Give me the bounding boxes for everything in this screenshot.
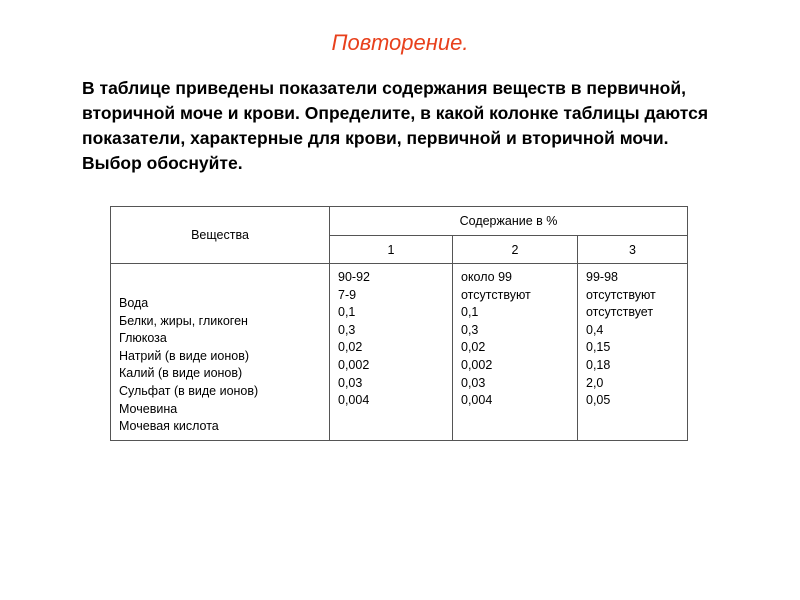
header-content	[330, 207, 688, 236]
values-col-3	[578, 264, 688, 441]
value-cell: 0,02	[338, 340, 363, 355]
table-body-row	[111, 264, 688, 441]
value-cell: 0,002	[461, 357, 493, 372]
header-substances-label: Вещества	[191, 228, 249, 242]
substance-item: Белки, жиры, гликоген	[119, 313, 248, 328]
value-cell: 0,03	[461, 375, 486, 390]
value-cell: 0,15	[586, 340, 611, 355]
value-cell: 0,02	[461, 340, 486, 355]
substance-item: Мочевая кислота	[119, 419, 219, 434]
subheader-col-2: 2	[453, 236, 578, 264]
substances-cell	[111, 264, 330, 441]
value-cell: 0,3	[338, 322, 356, 337]
value-cell: 0,3	[461, 322, 479, 337]
value-cell: 90-92	[338, 270, 370, 284]
substance-item: Натрий (в виде ионов)	[119, 348, 250, 363]
substance-item: Калий (в виде ионов)	[119, 366, 243, 381]
value-cell: 7-9	[338, 287, 357, 302]
value-cell: отсутствует	[586, 305, 654, 320]
substance-table	[110, 206, 688, 441]
values-col-1	[330, 264, 453, 441]
value-cell: 0,4	[586, 322, 604, 337]
substance-item: Мочевина	[119, 401, 178, 416]
subheader-col-3: 3	[578, 236, 688, 264]
subheader-col-1: 1	[330, 236, 453, 264]
task-text: В таблице приведены показатели содержания веществ в первичной, вторичной моче и крови. Определите, в какой колонке таблицы даются показатели, характерные для крови, первичной и вторичной мочи. Выбор обоснуйте.	[82, 78, 709, 173]
value-cell: 0,004	[338, 393, 370, 408]
substance-item: Глюкоза	[119, 331, 167, 346]
value-cell: 99-98	[586, 270, 618, 284]
value-cell: 0,18	[586, 357, 611, 372]
values-col-2	[453, 264, 578, 441]
value-cell: отсутствуют	[586, 287, 656, 302]
value-cell: 0,004	[461, 393, 493, 408]
value-cell: отсутствуют	[461, 287, 531, 302]
value-cell: 2,0	[586, 375, 604, 390]
value-cell: 0,03	[338, 375, 363, 390]
table-header-row	[111, 207, 688, 236]
value-cell: 0,05	[586, 393, 611, 408]
value-cell: 0,002	[338, 357, 370, 372]
header-substances	[111, 207, 330, 264]
value-cell: около 99	[461, 270, 513, 284]
value-cell: 0,1	[338, 305, 356, 320]
substance-item: Сульфат (в виде ионов)	[119, 383, 259, 398]
substance-item: Вода	[119, 296, 149, 310]
value-cell: 0,1	[461, 305, 479, 320]
slide-title: Повторение.	[331, 30, 469, 55]
header-content-label: Содержание в %	[459, 214, 558, 228]
